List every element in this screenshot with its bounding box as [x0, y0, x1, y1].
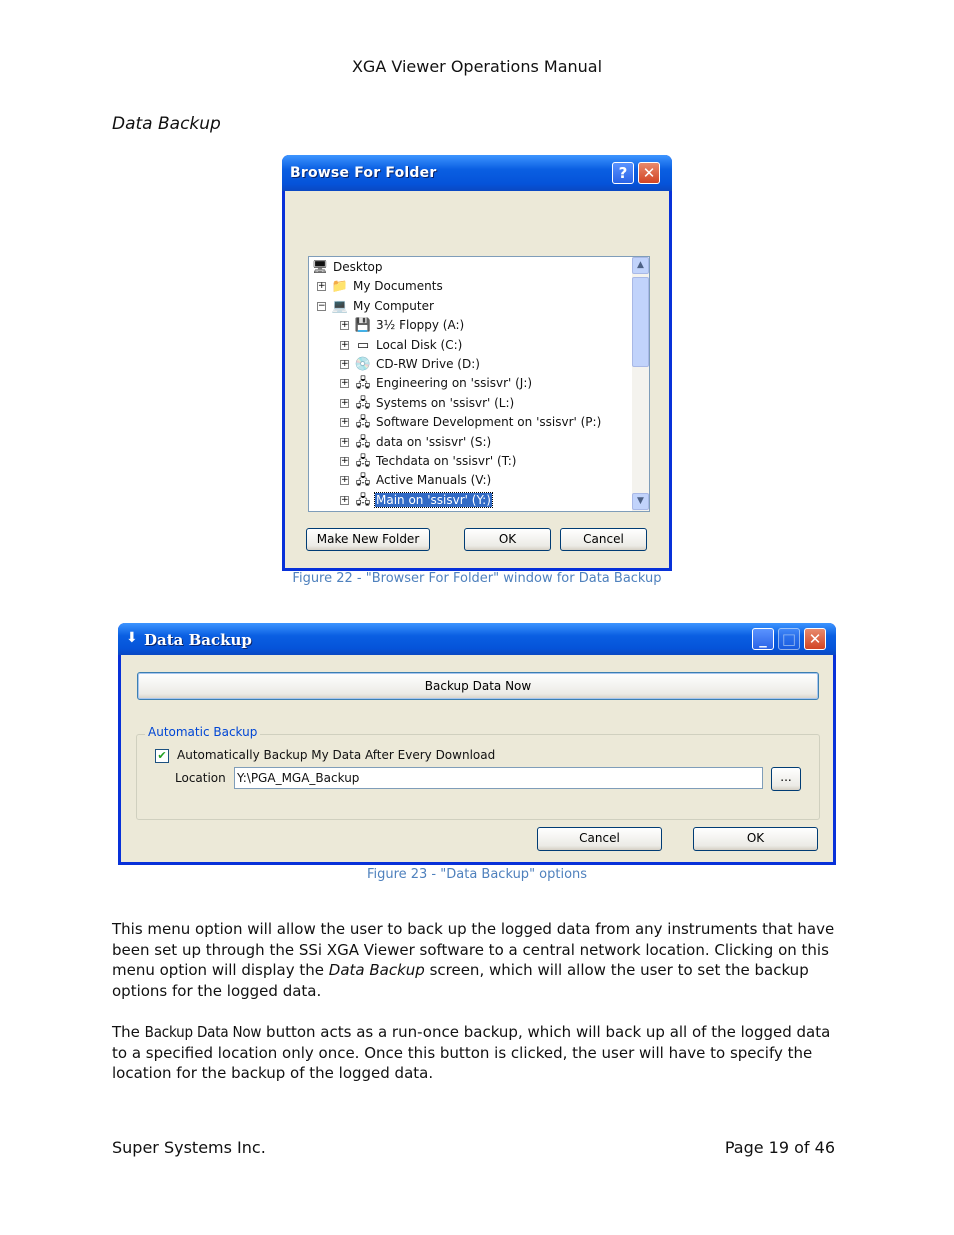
collapse-icon[interactable]: −	[318, 300, 326, 311]
data-backup-dialog	[118, 623, 836, 865]
close-button[interactable]: ✕	[804, 628, 826, 650]
auto-backup-label[interactable]: Automatically Backup My Data After Every Download	[177, 748, 496, 762]
tree-item-label: My Documents	[353, 279, 443, 294]
paragraph-text: The	[112, 1023, 145, 1041]
tree-item-label: data on 'ssisvr' (S:)	[376, 434, 492, 449]
cd-icon: 💿	[354, 357, 372, 372]
paragraph-emphasis: Data Backup	[328, 961, 425, 980]
tree-item[interactable]	[340, 413, 602, 432]
ok-button[interactable]: OK	[464, 528, 551, 551]
browse-location-button[interactable]: ...	[771, 767, 801, 791]
expand-icon[interactable]: +	[341, 456, 349, 466]
tree-item-label: Software Development on 'ssisvr' (P:)	[376, 415, 602, 430]
tree-item-label: Techdata on 'ssisvr' (T:)	[376, 454, 517, 468]
desktop-icon: 🖥	[311, 260, 329, 275]
scroll-thumb[interactable]	[632, 277, 649, 367]
ok-button[interactable]: OK	[693, 827, 818, 851]
network-drive-icon: 🖧	[355, 415, 371, 431]
network-drive-icon: 🖧	[355, 492, 371, 508]
network-drive-icon: 🖧	[355, 454, 371, 469]
location-label: Location	[175, 771, 226, 785]
paragraph	[112, 1022, 840, 1084]
tree-item[interactable]	[340, 355, 481, 374]
paragraph-text: screen, which will allow the user to set the backup options for the logged data.	[112, 961, 809, 1001]
tree-item-label: Main on 'ssisvr' (Y:)	[376, 492, 491, 507]
network-drive-icon: 🖧	[355, 376, 371, 392]
tree-item[interactable]	[311, 258, 384, 277]
tree-item[interactable]	[340, 433, 492, 452]
computer-icon: 💻	[331, 298, 349, 314]
tree-item-label: 3½ Floppy (A:)	[376, 318, 465, 333]
tree-item[interactable]	[340, 374, 533, 393]
dialog-title: Data Backup	[144, 631, 252, 649]
dialog-titlebar[interactable]	[118, 623, 836, 655]
footer-page-number: Page 19 of 46	[724, 1138, 835, 1157]
tree-item-label: Engineering on 'ssisvr' (J:)	[376, 376, 533, 391]
footer-company: Super Systems Inc.	[112, 1138, 266, 1157]
expand-icon[interactable]: +	[341, 397, 349, 408]
location-field[interactable]: Y:\PGA_MGA_Backup	[234, 767, 763, 789]
disk-icon: ▭	[356, 337, 370, 353]
figure-caption: Figure 23 - "Data Backup" options	[366, 867, 588, 882]
expand-icon[interactable]: +	[341, 494, 349, 505]
expand-icon[interactable]: +	[318, 281, 326, 292]
folder-tree[interactable]	[308, 256, 650, 512]
paragraph	[112, 919, 840, 1002]
network-drive-icon: 🖧	[355, 434, 371, 450]
network-drive-icon: 🖧	[355, 473, 371, 489]
folder-icon: 📁	[331, 279, 349, 295]
close-button[interactable]: ✕	[638, 162, 660, 184]
auto-backup-checkbox[interactable]: ✔	[155, 749, 169, 763]
tree-item-label: Active Manuals (V:)	[376, 473, 492, 488]
tree-item[interactable]	[340, 336, 463, 355]
tree-item[interactable]	[340, 491, 492, 510]
minimize-button[interactable]: _	[752, 628, 774, 650]
scroll-down-button[interactable]: ▼	[632, 493, 649, 510]
tree-scrollbar[interactable]	[632, 257, 649, 511]
section-title: Data Backup	[112, 114, 221, 134]
tree-item[interactable]	[340, 471, 492, 490]
expand-icon[interactable]: +	[341, 475, 349, 486]
expand-icon[interactable]: +	[341, 339, 349, 350]
group-label: Automatic Backup	[145, 725, 260, 739]
tree-item-label: My Computer	[353, 298, 434, 313]
make-new-folder-button[interactable]: Make New Folder	[306, 528, 430, 551]
app-icon: ⬇	[126, 630, 138, 646]
tree-item[interactable]	[340, 316, 465, 335]
cancel-button[interactable]: Cancel	[560, 528, 647, 551]
figure-caption: Figure 22 - "Browser For Folder" window for Data Backup	[292, 571, 662, 586]
backup-data-now-button[interactable]: Backup Data Now	[137, 672, 819, 700]
dialog-titlebar[interactable]	[282, 155, 672, 191]
help-button[interactable]: ?	[612, 162, 634, 184]
tree-item-label: Local Disk (C:)	[376, 337, 463, 352]
paragraph-text: This menu option will allow the user to back up the logged data from any instruments that have been set up through the SSi XGA Viewer software to a central network location. Clicking on this menu option will display the	[112, 920, 835, 980]
tree-item-label: Desktop	[333, 260, 383, 274]
maximize-button[interactable]: □	[778, 628, 800, 650]
network-drive-icon: 🖧	[355, 395, 371, 411]
expand-icon[interactable]: +	[341, 417, 349, 428]
tree-item-label: CD-RW Drive (D:)	[376, 357, 480, 371]
browse-for-folder-dialog	[282, 155, 672, 571]
expand-icon[interactable]: +	[341, 378, 349, 389]
dialog-title: Browse For Folder	[290, 165, 437, 181]
cancel-button[interactable]: Cancel	[537, 827, 662, 851]
expand-icon[interactable]: +	[341, 359, 349, 369]
tree-item[interactable]	[340, 452, 517, 471]
paragraph-text: button acts as a run-once backup, which will back up all of the logged data to a specified location only once. Once this button is clicked, the user will have to specify the location for the backup of the logged data.	[112, 1023, 831, 1083]
tree-item[interactable]	[317, 277, 444, 296]
page-header: XGA Viewer Operations Manual	[351, 57, 603, 76]
floppy-icon: 💾	[354, 318, 372, 334]
expand-icon[interactable]: +	[341, 320, 349, 331]
tree-item[interactable]	[317, 297, 435, 316]
paragraph-button-name: Backup Data Now	[144, 1023, 262, 1041]
scroll-up-button[interactable]: ▲	[632, 257, 649, 274]
tree-item[interactable]	[340, 394, 515, 413]
tree-item-label: Systems on 'ssisvr' (L:)	[376, 395, 515, 410]
expand-icon[interactable]: +	[341, 436, 349, 447]
